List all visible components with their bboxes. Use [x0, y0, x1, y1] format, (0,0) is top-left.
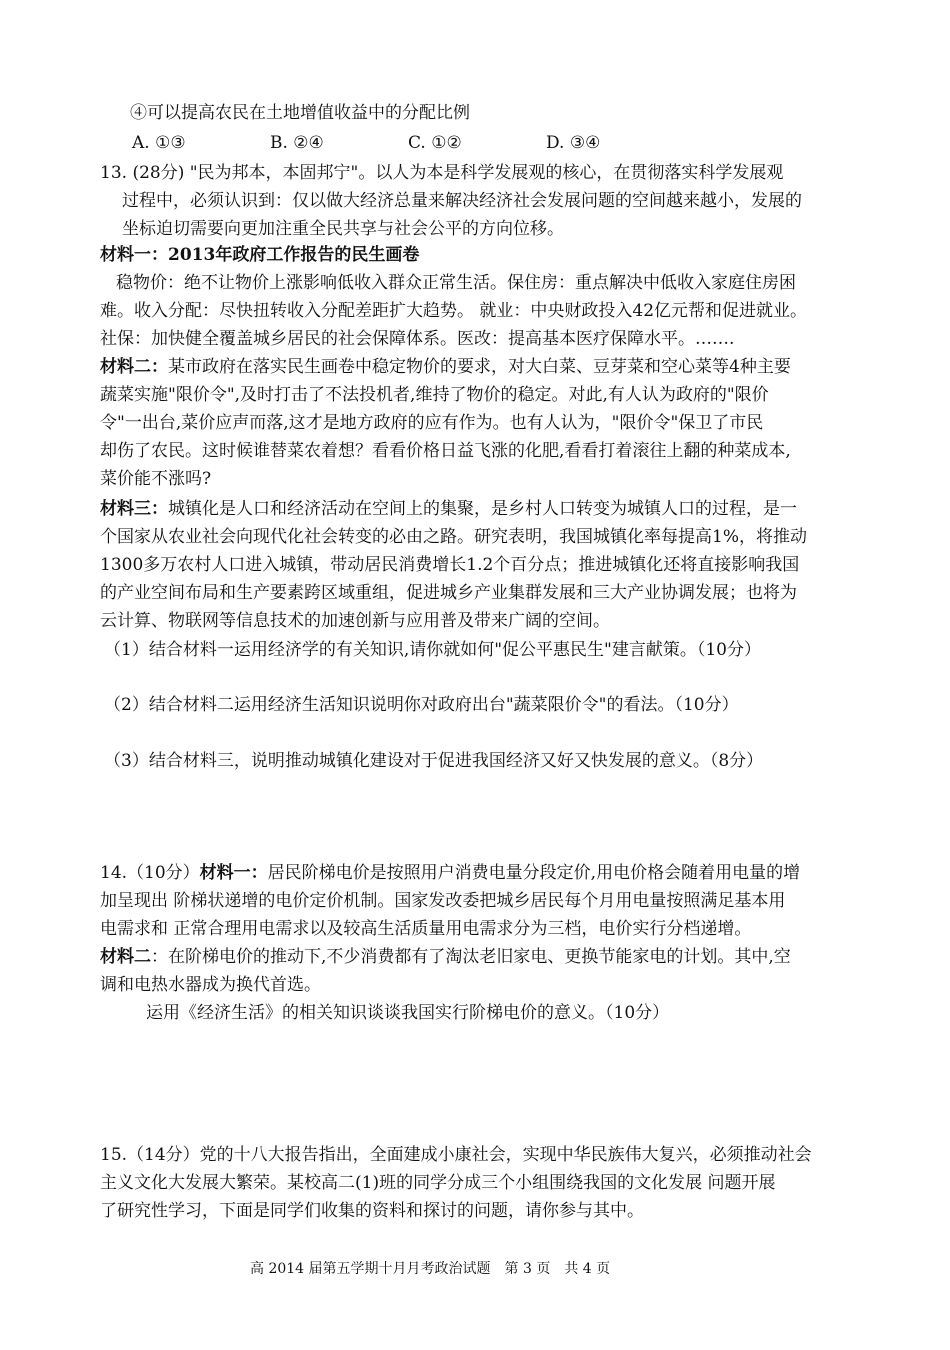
- q14-material2-line: ：在阶梯电价的推动下,不少消费都有了淘汰老旧家电、更换节能家电的计划。其中,空: [151, 947, 791, 967]
- choice-b: B. ②④: [270, 133, 324, 153]
- material2-line: 菜价能不涨吗?: [100, 469, 212, 489]
- q14-material1-line: 居民阶梯电价是按照用户消费电量分段定价,用电价格会随着用电量的增: [267, 863, 801, 883]
- material2-line: 某市政府在落实民生画卷中稳定物价的要求，对大白菜、豆芽菜和空心菜等4种主要: [168, 357, 791, 377]
- q14-material2-label: 材料二: [100, 947, 151, 967]
- q15-line: 15.（14分）党的十八大报告指出，全面建成小康社会，实现中华民族伟大复兴，必须推动社会: [100, 1145, 812, 1165]
- material1-line: 难。收入分配：尽快扭转收入分配差距扩大趋势。 就业：中央财政投入42亿元帮和促进就业。: [100, 301, 808, 321]
- q14-first-line: [100, 858, 800, 888]
- q14-material2-line: 调和电热水器成为换代首选。: [100, 975, 321, 995]
- material3-line: 城镇化是人口和经济活动在空间上的集聚，是乡村人口转变为城镇人口的过程，是一: [168, 499, 797, 519]
- page-footer: 高 2014 届第五学期十月月考政治试题 第 3 页 共 4 页: [250, 1261, 611, 1277]
- material3-line: 云计算、物联网等信息技术的加速创新与应用普及带来广阔的空间。: [100, 611, 610, 631]
- q15-line: 主义文化大发展大繁荣。某校高二(1)班的同学分成三个小组围绕我国的文化发展 问题开展: [100, 1173, 776, 1193]
- q13-subquestion-2: （2）结合材料二运用经济生活知识说明你对政府出台"蔬菜限价令"的看法。（10分）: [104, 695, 739, 715]
- q13-intro-line: 坐标迫切需要向更加注重全民共享与社会公平的方向位移。: [122, 219, 564, 239]
- q14-material1-line: 加呈现出 阶梯状递增的电价定价机制。国家发改委把城乡居民每个月用电量按照满足基本用: [100, 891, 786, 911]
- q14-material1-label: 材料一：: [199, 863, 268, 883]
- material3-line: 1300多万农村人口进入城镇，带动居民消费增长1.2个百分点；推进城镇化还将直接影响我国: [100, 555, 800, 575]
- material1-title: 材料一：2013年政府工作报告的民生画卷: [100, 245, 420, 265]
- q14-prefix: 14.（10分）: [100, 863, 200, 883]
- q12-option-4: ④可以提高农民在土地增值收益中的分配比例: [130, 103, 470, 123]
- q12-choices: [132, 128, 684, 158]
- material3-line: 个国家从农业社会向现代化社会转变的必由之路。研究表明，我国城镇化率每提高1%，将推动: [100, 527, 807, 547]
- choice-c: C. ①②: [408, 133, 462, 153]
- q14-material2-first-line: [100, 942, 791, 972]
- material2-line: 令"一出台,菜价应声而落,这才是地方政府的应有作为。也有人认为，"限价令"保卫了市民: [100, 413, 764, 433]
- q13-subquestion-3: （3）结合材料三，说明推动城镇化建设对于促进我国经济又好又快发展的意义。（8分）: [104, 751, 764, 771]
- q13-subquestion-1: （1）结合材料一运用经济学的有关知识,请你就如何"促公平惠民生"建言献策。（10分）: [104, 640, 761, 660]
- material2-line: 蔬菜实施"限价令",及时打击了不法投机者,维持了物价的稳定。对此,有人认为政府的"限价: [100, 385, 769, 405]
- material3-line: 的产业空间布局和生产要素跨区域重组，促进城乡产业集群发展和三大产业协调发展；也将为: [100, 583, 797, 603]
- choice-d: D. ③④: [546, 133, 601, 153]
- material3-label: 材料三：: [100, 499, 168, 519]
- q13-intro-line: 13. (28分) "民为邦本，本固邦宁"。以人为本是科学发展观的核心，在贯彻落实科学发展观: [100, 163, 784, 183]
- q14-question: 运用《经济生活》的相关知识谈谈我国实行阶梯电价的意义。（10分）: [146, 1003, 670, 1023]
- material2-first-line: [100, 352, 791, 382]
- material2-line: 却伤了农民。这时候谁替菜农着想？看看价格日益飞涨的化肥,看看打着滚往上翻的种菜成本,: [100, 441, 791, 461]
- choice-a: A. ①③: [132, 133, 186, 153]
- material3-first-line: [100, 494, 797, 524]
- q14-material1-line: 电需求和 正常合理用电需求以及较高生活质量用电需求分为三档，电价实行分档递增。: [100, 919, 752, 939]
- material1-line: 社保：加快健全覆盖城乡居民的社会保障体系。医改：提高基本医疗保障水平。…….: [100, 329, 735, 349]
- q13-intro-line: 过程中，必须认识到：仅以做大经济总量来解决经济社会发展问题的空间越来越小，发展的: [122, 191, 802, 211]
- material1-line: 稳物价：绝不让物价上涨影响低收入群众正常生活。保住房：重点解决中低收入家庭住房困: [116, 273, 796, 293]
- q15-line: 了研究性学习，下面是同学们收集的资料和探讨的问题，请你参与其中。: [100, 1201, 644, 1221]
- material2-label: 材料二：: [100, 357, 168, 377]
